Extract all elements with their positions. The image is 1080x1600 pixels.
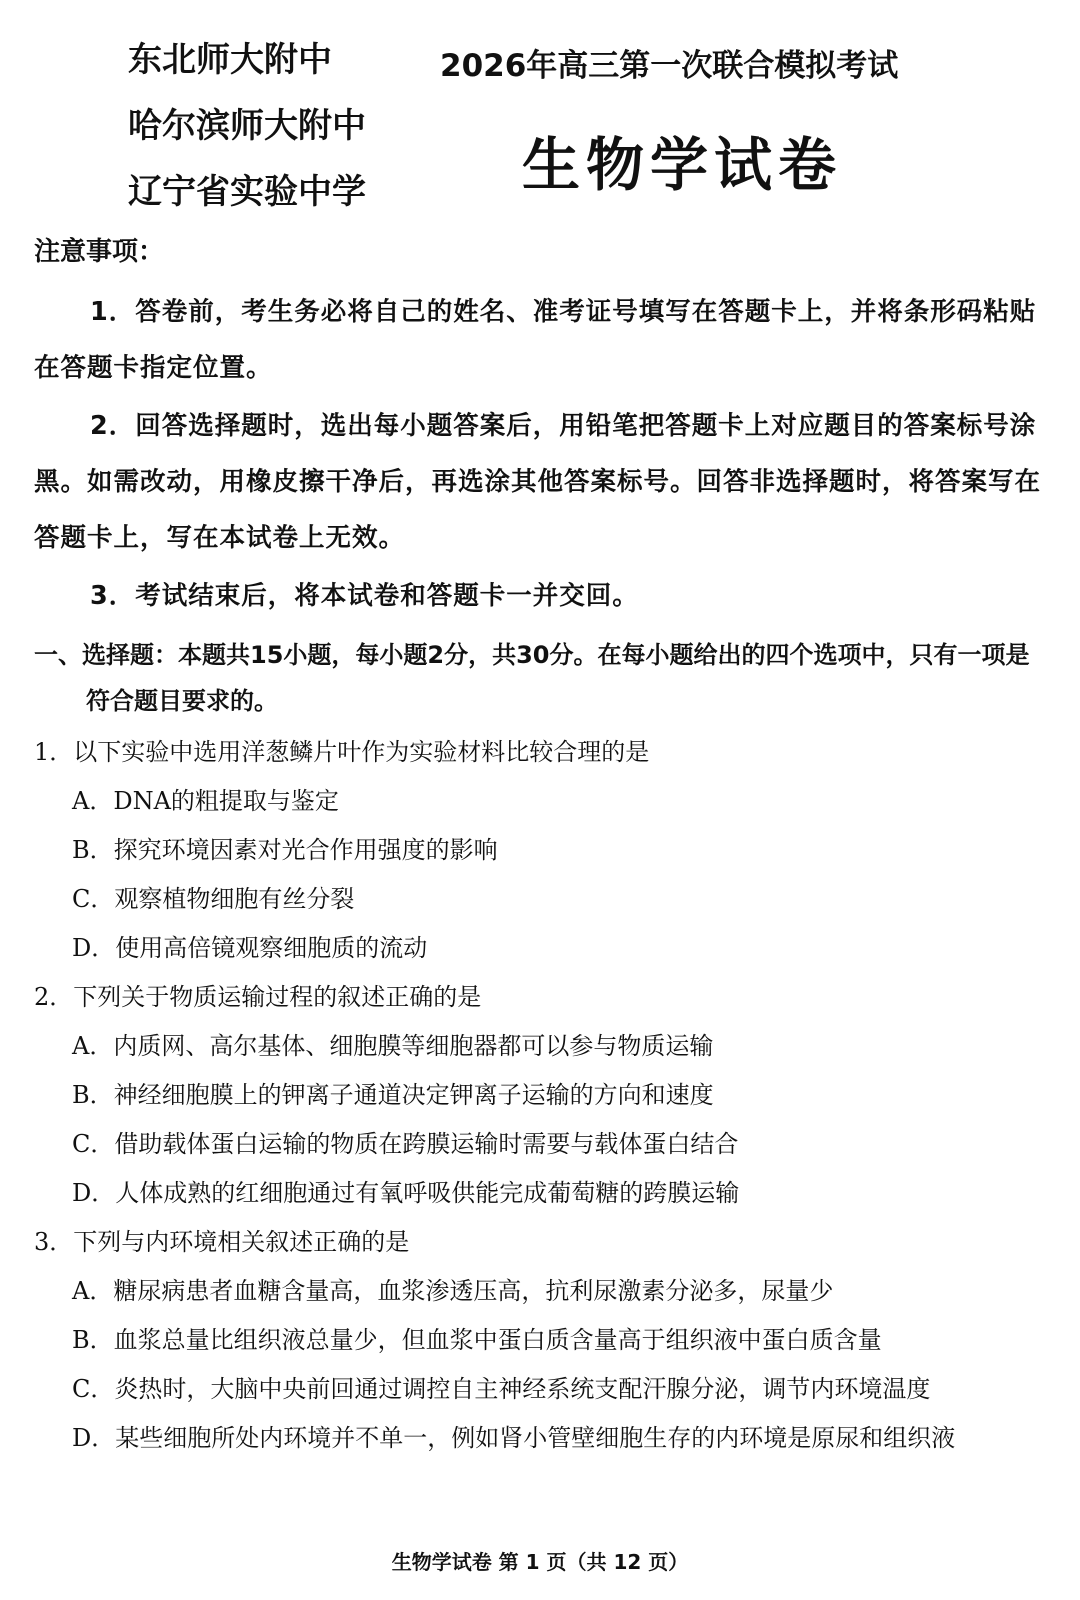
- exam-title: 2026年高三第一次联合模拟考试: [440, 48, 899, 84]
- school-name: 东北师大附中: [128, 40, 332, 80]
- question: [34, 973, 1044, 1218]
- question-option: A．糖尿病患者血糖含量高，血浆渗透压高，抗利尿激素分泌多，尿量少: [72, 1277, 834, 1305]
- title-block: [440, 46, 1000, 200]
- question-option: B．血浆总量比组织液总量少，但血浆中蛋白质含量高于组织液中蛋白质含量: [72, 1326, 882, 1354]
- notice-item: 2．回答选择题时，选出每小题答案后，用铅笔把答题卡上对应题目的答案标号涂黑。如需改动，用橡皮擦干净后，再选涂其他答案标号。回答非选择题时，将答案写在答题卡上，写在本试卷上无效。: [34, 411, 1042, 553]
- question-option: B．探究环境因素对光合作用强度的影响: [72, 836, 498, 864]
- subject-title: 生物学试卷: [522, 131, 843, 199]
- question-option: D．某些细胞所处内环境并不单一，例如肾小管壁细胞生存的内环境是原尿和组织液: [72, 1424, 956, 1452]
- page-footer: 生物学试卷 第 1 页（共 12 页）: [391, 1550, 689, 1574]
- question-option: D．使用高倍镜观察细胞质的流动: [72, 934, 428, 962]
- notice-item: 1．答卷前，考生务必将自己的姓名、准考证号填写在答题卡上，并将条形码粘贴在答题卡指定位置。: [34, 297, 1037, 383]
- question-option: C．炎热时，大脑中央前回通过调控自主神经系统支配汗腺分泌，调节内环境温度: [72, 1375, 931, 1403]
- exam-content: [34, 232, 1044, 1463]
- notice-heading: 注意事项：: [34, 237, 165, 267]
- question-option: B．神经细胞膜上的钾离子通道决定钾离子运输的方向和速度: [72, 1081, 714, 1109]
- question-option: C．观察植物细胞有丝分裂: [72, 885, 355, 913]
- question-option: D．人体成熟的红细胞通过有氧呼吸供能完成葡萄糖的跨膜运输: [72, 1179, 740, 1207]
- question-option: A．内质网、高尔基体、细胞膜等细胞器都可以参与物质运输: [72, 1032, 714, 1060]
- section-heading: 一、选择题：本题共15小题，每小题2分，共30分。在每小题给出的四个选项中，只有一项是符合题目要求的。: [34, 641, 1030, 715]
- notice-item: 3．考试结束后，将本试卷和答题卡一并交回。: [90, 581, 639, 611]
- question-stem: 1．以下实验中选用洋葱鳞片叶作为实验材料比较合理的是: [34, 738, 650, 766]
- question-stem: 3．下列与内环境相关叙述正确的是: [34, 1228, 410, 1256]
- question: [34, 1218, 1044, 1463]
- question-option: A．DNA的粗提取与鉴定: [72, 787, 339, 815]
- school-list: [128, 40, 388, 238]
- question-option: C．借助载体蛋白运输的物质在跨膜运输时需要与载体蛋白结合: [72, 1130, 739, 1158]
- question-stem: 2．下列关于物质运输过程的叙述正确的是: [34, 983, 482, 1011]
- school-name: 哈尔滨师大附中: [128, 106, 366, 146]
- school-name: 辽宁省实验中学: [128, 172, 366, 212]
- question: [34, 728, 1044, 973]
